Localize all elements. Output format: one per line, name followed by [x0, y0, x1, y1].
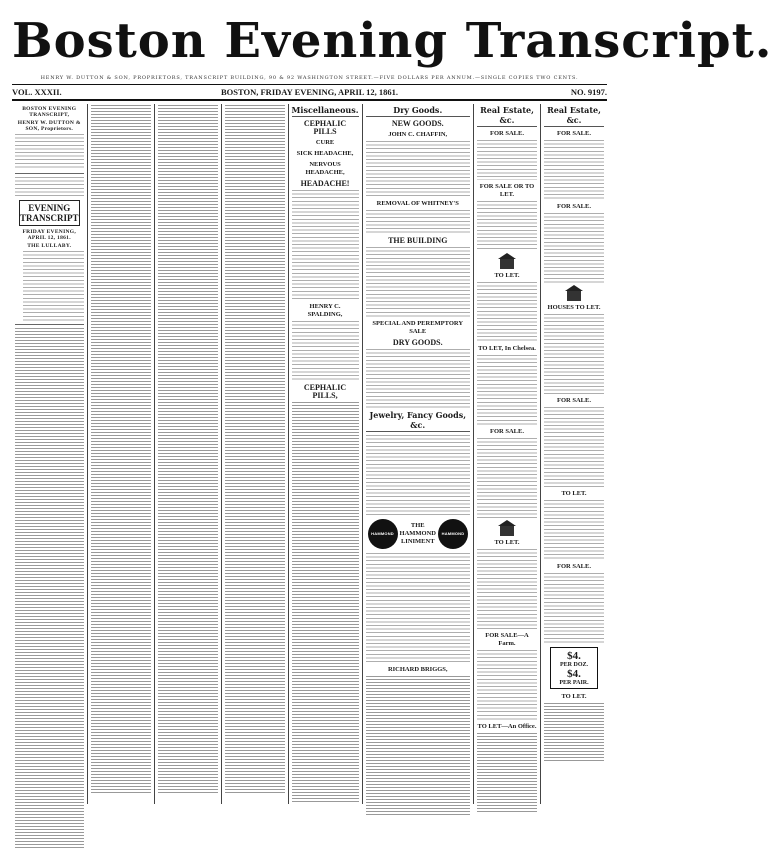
article-text	[91, 105, 151, 795]
ad-cure: CURE	[315, 139, 335, 146]
ad-text	[544, 573, 604, 643]
ad-to-let-chelsea: TO LET, In Chelsea.	[478, 345, 536, 352]
ad-to-let-2: TO LET.	[561, 693, 587, 700]
poem-text	[23, 251, 84, 321]
section-title: EVENING TRANSCRIPT	[19, 200, 80, 226]
ad-for-sale-2: FOR SALE.	[557, 203, 591, 210]
ad-for-sale-2: FOR SALE.	[490, 428, 524, 435]
ad-text	[292, 190, 359, 300]
hammond-seal-left-icon: HAMMOND	[368, 519, 398, 549]
house-icon	[563, 285, 585, 301]
real-estate-heading-2: Real Estate, &c.	[544, 105, 604, 127]
place-date: BOSTON, FRIDAY EVENING, APRIL 12, 1861.	[220, 87, 399, 97]
ad-for-sale-3: FOR SALE.	[557, 397, 591, 404]
column-miscellaneous	[289, 104, 363, 804]
column-dry-goods	[363, 104, 474, 804]
ad-text	[366, 349, 470, 409]
hammond-seal-right-icon: HAMMOND	[438, 519, 468, 549]
ad-office: TO LET—An Office.	[477, 723, 537, 730]
ad-sick-headache: SICK HEADACHE,	[296, 150, 354, 157]
ad-hammond: THE HAMMOND LINIMENT	[399, 522, 436, 545]
ad-for-sale-4: FOR SALE.	[557, 563, 591, 570]
dateline	[12, 84, 607, 101]
divider	[15, 173, 84, 174]
ad-text	[544, 140, 604, 200]
ad-text	[544, 703, 604, 763]
ad-text	[366, 676, 470, 816]
ad-to-let-2: TO LET.	[494, 539, 520, 546]
notice-text	[15, 177, 84, 197]
article-text	[15, 328, 84, 848]
ad-chaffin: JOHN C. CHAFFIN,	[388, 131, 448, 138]
column-1	[12, 104, 88, 804]
ad-text	[544, 213, 604, 283]
section-date: FRIDAY EVENING, APRIL 12, 1861.	[22, 229, 77, 241]
paper-title-small: BOSTON EVENING TRANSCRIPT,	[22, 106, 77, 118]
ad-new-goods: NEW GOODS.	[391, 119, 444, 128]
ad-for-sale-or-let: FOR SALE OR TO LET.	[479, 183, 535, 198]
column-real-estate-2	[541, 104, 607, 804]
ad-text	[477, 438, 537, 518]
ad-text	[366, 210, 470, 234]
ad-building: THE BUILDING	[388, 236, 448, 245]
publisher-line: HENRY W. DUTTON & SON, PROPRIETORS, TRANSCRIPT BUILDING, 90 & 92 WASHINGTON STREET.—FIVE DOLLARS PER ANNUM.—SINGLE COPIES TWO CENTS.	[40, 75, 579, 81]
ad-removal: REMOVAL OF WHITNEY'S	[376, 200, 459, 207]
ad-houses-to-let: HOUSES TO LET.	[547, 304, 601, 311]
ad-text	[477, 140, 537, 180]
price-per-dozen-label: PER DOZ.	[560, 662, 589, 668]
proprietor-line: HENRY W. DUTTON & SON, Proprietors.	[17, 120, 81, 132]
divider	[15, 324, 84, 325]
ad-text	[544, 500, 604, 560]
column-4	[222, 104, 289, 804]
ad-text	[477, 355, 537, 425]
house-icon	[496, 520, 518, 536]
column-real-estate-1	[474, 104, 541, 804]
ad-for-sale: FOR SALE.	[490, 130, 524, 137]
house-icon	[496, 253, 518, 269]
issue-number: NO. 9197.	[570, 87, 607, 97]
ad-text	[477, 282, 537, 342]
terms-text	[15, 134, 84, 170]
ad-text	[477, 733, 537, 813]
ad-to-let: TO LET.	[494, 272, 520, 279]
ad-farm: FOR SALE—A Farm.	[485, 632, 529, 647]
volume-number: VOL. XXXII.	[12, 87, 62, 97]
ad-special-sale: SPECIAL AND PEREMPTORY SALE	[372, 320, 464, 335]
masthead-title: Boston Evening Transcript.	[12, 13, 772, 69]
price-box	[550, 647, 598, 689]
ad-text	[477, 201, 537, 251]
ad-dry-goods: DRY GOODS.	[392, 338, 443, 347]
price-per-pair-label: PER PAIR.	[559, 680, 589, 686]
columns	[12, 104, 607, 804]
ad-nervous-headache: NERVOUS HEADACHE,	[305, 161, 345, 176]
column-2	[88, 104, 155, 804]
ad-to-let: TO LET.	[561, 490, 587, 497]
article-text	[225, 105, 285, 795]
ad-text	[366, 141, 470, 197]
ad-text	[366, 553, 470, 663]
real-estate-heading-1: Real Estate, &c.	[477, 105, 537, 127]
dry-goods-heading: Dry Goods.	[366, 105, 470, 117]
ad-for-sale: FOR SALE.	[557, 130, 591, 137]
price-per-pair: $4.	[567, 668, 581, 680]
ad-cephalic-pills-2: CEPHALIC PILLS,	[303, 383, 347, 400]
column-3	[155, 104, 222, 804]
hammond-badges	[368, 519, 468, 549]
ad-text	[366, 435, 470, 515]
price-per-dozen: $4.	[567, 650, 581, 662]
ad-briggs: RICHARD BRIGGS,	[387, 666, 448, 673]
poem-title: THE LULLABY.	[27, 243, 72, 249]
ad-text	[477, 650, 537, 720]
article-text	[158, 105, 218, 795]
miscellaneous-heading: Miscellaneous.	[291, 105, 359, 115]
ad-headache: HEADACHE!	[300, 179, 350, 188]
ad-spalding: HENRY C. SPALDING,	[307, 303, 343, 318]
jewelry-heading: Jewelry, Fancy Goods, &c.	[366, 410, 470, 432]
cephalic-pills-ad: CEPHALIC PILLS	[303, 119, 347, 136]
ad-text	[292, 321, 359, 381]
ad-text	[292, 402, 359, 802]
ad-text	[544, 407, 604, 487]
ad-text	[366, 247, 470, 317]
ad-text	[544, 314, 604, 394]
ad-text	[477, 549, 537, 629]
